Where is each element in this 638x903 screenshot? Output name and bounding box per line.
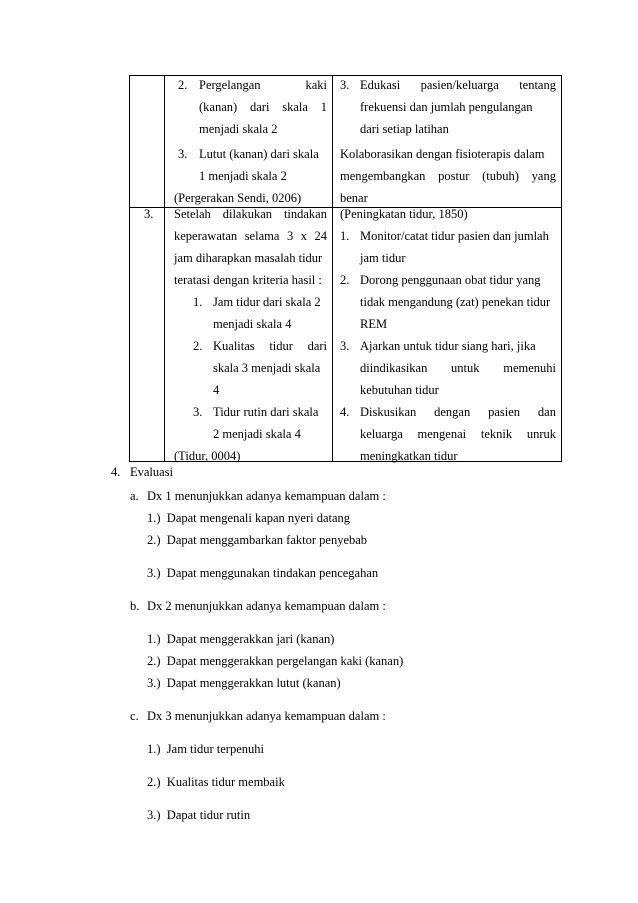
eval-item: 3.) Dapat tidur rutin — [147, 808, 251, 822]
row2-crit-line — [199, 77, 327, 93]
row3-interv-num: 4. — [340, 405, 350, 419]
row3-crit-line: 4 — [213, 383, 220, 397]
row2-crit-line — [199, 99, 327, 115]
word: keluarga — [360, 427, 403, 441]
group-letter: b. — [130, 599, 140, 613]
row2-outcome-code: (Pergerakan Sendi, 0206) — [174, 191, 302, 205]
table-col-divider — [164, 76, 165, 461]
row3-crit-line: Jam tidur dari skala 2 — [213, 295, 321, 309]
eval-item: 2.) Dapat menggerakkan pergelangan kaki (kanan) — [147, 654, 404, 668]
row3-interv-line: meningkatkan tidur — [360, 449, 458, 463]
row2-interv-line: dari setiap latihan — [360, 122, 449, 136]
word: dengan — [434, 405, 471, 419]
row3-crit-num: 3. — [193, 405, 203, 419]
word: mengenai — [417, 427, 467, 441]
word: Diskusikan — [360, 405, 417, 419]
word: 3 — [286, 229, 294, 243]
word: selama — [244, 229, 280, 243]
row2-interv-num: 3. — [340, 78, 350, 92]
word: dan — [537, 405, 556, 419]
word: teknik — [480, 427, 513, 441]
row3-outcome-line: teratasi dengan kriteria hasil : — [174, 273, 322, 287]
word: postur — [438, 169, 470, 183]
row3-outcome-line — [174, 228, 327, 244]
word: diindikasikan — [360, 361, 428, 375]
word: (tubuh) — [482, 169, 519, 183]
word: tentang — [519, 78, 556, 92]
word: unruk — [526, 427, 556, 441]
row3-interv-line: jam tidur — [360, 251, 406, 265]
word: tindakan — [283, 207, 327, 221]
row3-interv-line: REM — [360, 317, 388, 331]
row3-interv-line: tidak mengandung (zat) penekan tidur — [360, 295, 551, 309]
row3-number: 3. — [144, 207, 154, 221]
row2-crit-num: 2. — [178, 78, 188, 92]
word: untuk — [451, 361, 480, 375]
row2-crit-line: 1 menjadi skala 2 — [199, 169, 287, 183]
row2-crit-line: Lutut (kanan) dari skala — [199, 147, 319, 161]
group-title: Dx 3 menunjukkan adanya kemampuan dalam : — [147, 709, 386, 723]
row3-crit-line: skala 3 menjadi skala — [213, 361, 321, 375]
eval-item: 3.) Dapat menggunakan tindakan pencegahan — [147, 566, 379, 580]
row3-interv-line: Ajarkan untuk tidur siang hari, jika — [360, 339, 536, 353]
word: x — [300, 229, 307, 243]
group-letter: c. — [130, 709, 139, 723]
eval-item: 1.) Jam tidur terpenuhi — [147, 742, 264, 756]
word: Kualitas — [213, 339, 255, 353]
row2-crit-num: 3. — [178, 147, 188, 161]
word: Setelah — [174, 207, 211, 221]
row3-interv-num: 3. — [340, 339, 350, 353]
row2-crit-line: menjadi skala 2 — [199, 122, 278, 136]
row3-interv-line: Monitor/catat tidur pasien dan jumlah — [360, 229, 549, 243]
word: kaki — [305, 78, 327, 92]
word: keperawatan — [174, 229, 238, 243]
word: tidur — [269, 339, 293, 353]
row2-colab-line: Kolaborasikan dengan fisioterapis dalam — [340, 147, 545, 161]
word: mengembangkan — [340, 169, 426, 183]
row3-interv-num: 2. — [340, 273, 350, 287]
section-number: 4. — [111, 465, 121, 479]
group-letter: a. — [130, 489, 139, 503]
word: 1 — [320, 100, 327, 114]
row3-interv-line — [360, 360, 556, 376]
section-heading: Evaluasi — [130, 465, 174, 479]
row3-crit-num: 1. — [193, 295, 203, 309]
group-title: Dx 1 menunjukkan adanya kemampuan dalam : — [147, 489, 386, 503]
word: dilakukan — [222, 207, 273, 221]
row2-colab-line — [340, 168, 556, 184]
table-col-divider — [332, 76, 333, 461]
row3-outcome-line — [174, 206, 327, 222]
row3-crit-line: menjadi skala 4 — [213, 317, 292, 331]
word: pasien/keluarga — [420, 78, 499, 92]
word: dari — [249, 100, 270, 114]
row3-interv-line: kebutuhan tidur — [360, 383, 439, 397]
row2-interv-line: frekuensi dan jumlah pengulangan — [360, 100, 533, 114]
row3-crit-num: 2. — [193, 339, 203, 353]
word: skala — [282, 100, 308, 114]
row2-interv-line — [360, 77, 556, 93]
row3-crit-line: Tidur rutin dari skala — [213, 405, 319, 419]
row3-outcome-code: (Tidur, 0004) — [174, 449, 241, 463]
row3-interv-title: (Peningkatan tidur, 1850) — [340, 207, 468, 221]
word: yang — [531, 169, 556, 183]
group-title: Dx 2 menunjukkan adanya kemampuan dalam : — [147, 599, 386, 613]
eval-item: 3.) Dapat menggerakkan lutut (kanan) — [147, 676, 341, 690]
row3-interv-line — [360, 404, 556, 420]
eval-item: 2.) Dapat menggambarkan faktor penyebab — [147, 533, 368, 547]
eval-item: 2.) Kualitas tidur membaik — [147, 775, 285, 789]
word: dari — [307, 339, 327, 353]
row3-interv-line: Dorong penggunaan obat tidur yang — [360, 273, 541, 287]
row2-colab-line: benar — [340, 191, 368, 205]
row3-crit-line: 2 menjadi skala 4 — [213, 427, 301, 441]
row3-interv-num: 1. — [340, 229, 350, 243]
word: 24 — [314, 229, 327, 243]
word: pasien — [488, 405, 521, 419]
row3-crit-line — [213, 338, 327, 354]
row3-outcome-line: jam diharapkan masalah tidur — [174, 251, 323, 265]
row3-interv-line — [360, 426, 556, 442]
word: memenuhi — [503, 361, 556, 375]
eval-item: 1.) Dapat menggerakkan jari (kanan) — [147, 632, 335, 646]
eval-item: 1.) Dapat mengenali kapan nyeri datang — [147, 511, 351, 525]
word: Edukasi — [360, 78, 401, 92]
word: (kanan) — [199, 100, 238, 114]
word: Pergelangan — [199, 78, 261, 92]
